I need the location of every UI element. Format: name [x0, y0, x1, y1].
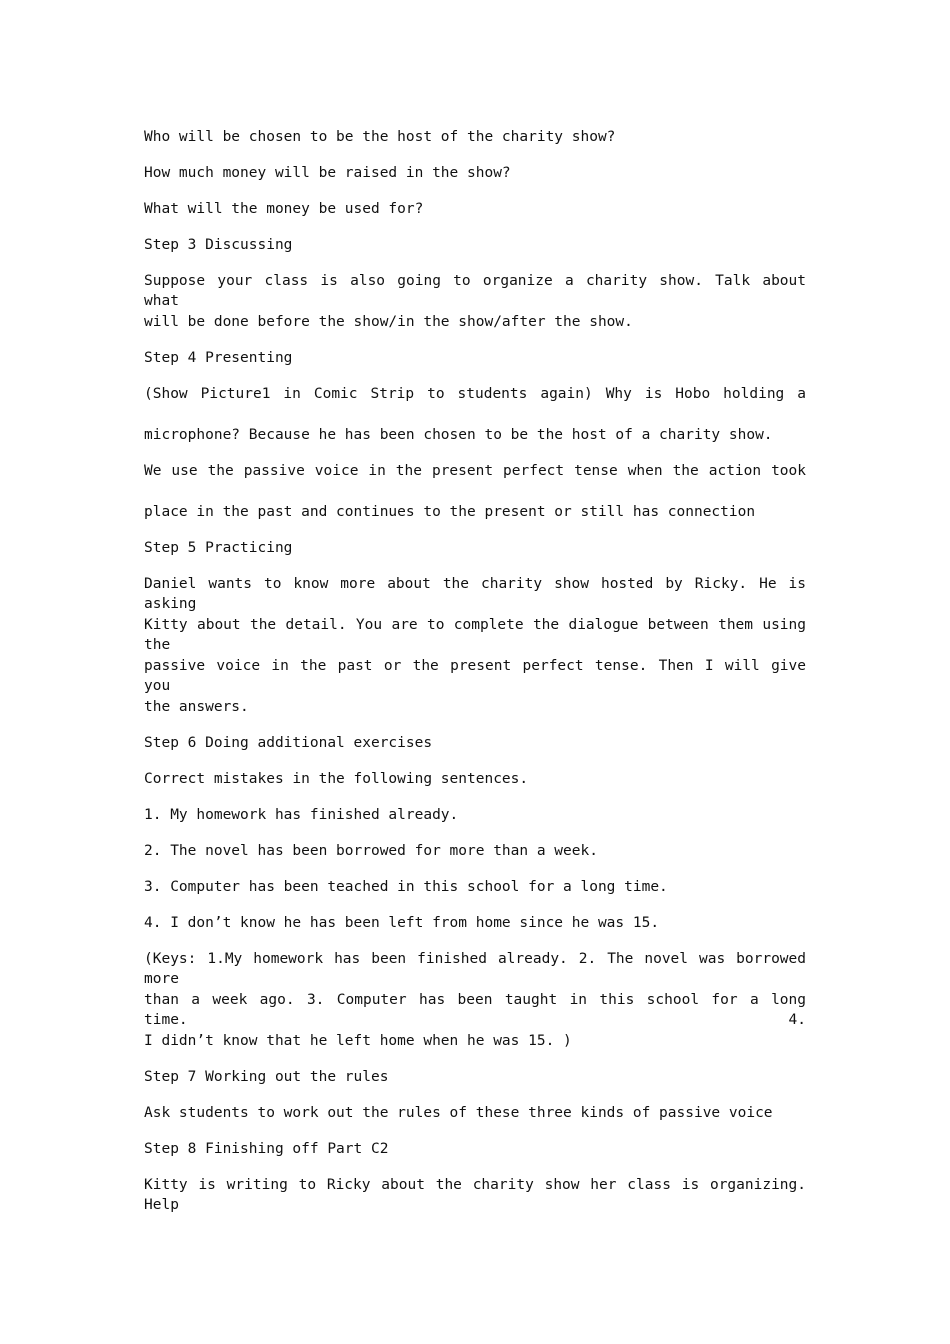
step-heading: Step 5 Practicing: [144, 540, 293, 556]
text-line: Who will be chosen to be the host of the charity show?: [144, 129, 616, 145]
text-line: microphone? Because he has been chosen to be the host of a charity show.: [144, 427, 773, 443]
step-heading: Step 8 Finishing off Part C2: [144, 1141, 389, 1157]
text-line: We use the passive voice in the present perfect tense when the action took: [144, 463, 806, 479]
text-line: Correct mistakes in the following sentences.: [144, 771, 529, 787]
text-line: Suppose your class is also going to organize a charity show. Talk about what: [144, 273, 806, 309]
text-line: place in the past and continues to the present or still has connection: [144, 504, 756, 520]
text-line: passive voice in the past or the present perfect tense. Then I will give you: [144, 658, 806, 694]
text-line: Kitty is writing to Ricky about the charity show her class is organizing. Help: [144, 1177, 806, 1213]
step-heading: Step 3 Discussing: [144, 237, 293, 253]
answer-keys: (Keys: 1.My homework has been finished already. 2. The novel was borrowed more: [144, 951, 806, 987]
exercise-item: 3. Computer has been teached in this school for a long time.: [144, 879, 668, 895]
text-line: Kitty about the detail. You are to complete the dialogue between them using the: [144, 617, 806, 653]
text-line: will be done before the show/in the show/after the show.: [144, 314, 633, 330]
exercise-item: 4. I don’t know he has been left from home since he was 15.: [144, 915, 660, 931]
step-heading: Step 6 Doing additional exercises: [144, 735, 433, 751]
text-line: How much money will be raised in the show?: [144, 165, 511, 181]
text-line: Daniel wants to know more about the charity show hosted by Ricky. He is asking: [144, 576, 806, 612]
exercise-item: 2. The novel has been borrowed for more than a week.: [144, 843, 598, 859]
answer-keys: I didn’t know that he left home when he was 15. ): [144, 1033, 572, 1049]
answer-keys: than a week ago. 3. Computer has been taught in this school for a long time. 4.: [144, 992, 806, 1028]
text-line: What will the money be used for?: [144, 201, 424, 217]
text-line: the answers.: [144, 699, 249, 715]
text-line: (Show Picture1 in Comic Strip to students again) Why is Hobo holding a: [144, 386, 806, 402]
step-heading: Step 4 Presenting: [144, 350, 293, 366]
text-line: Ask students to work out the rules of these three kinds of passive voice: [144, 1105, 773, 1121]
exercise-item: 1. My homework has finished already.: [144, 807, 459, 823]
step-heading: Step 7 Working out the rules: [144, 1069, 389, 1085]
